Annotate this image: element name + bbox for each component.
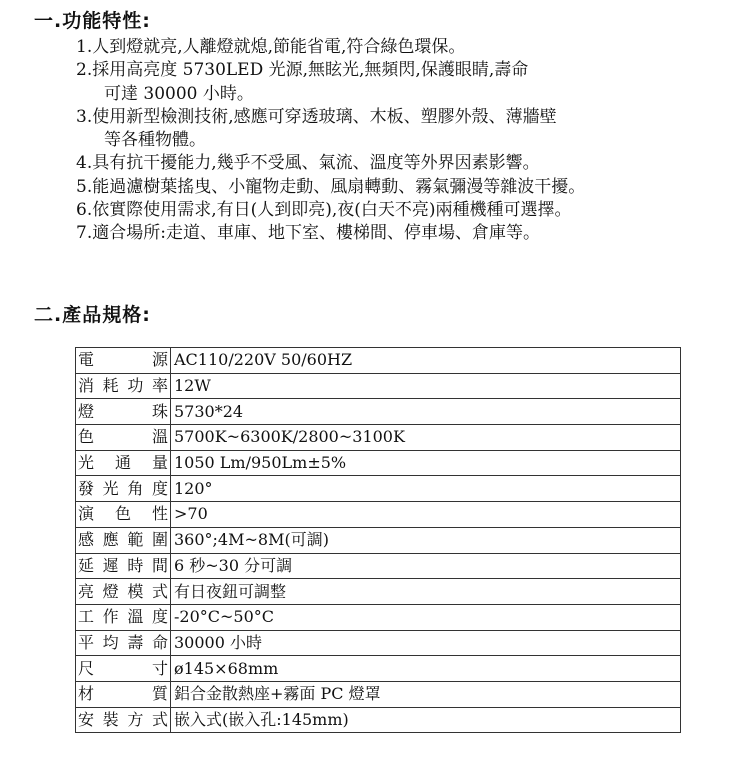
spec-value: 有日夜鈕可調整 [171,579,681,605]
feature-text: 6.依實際使用需求,有日(人到即亮),夜(白天不亮)兩種機種可選擇。 [76,200,572,221]
spec-label-text: 平 均 壽 命 [78,632,168,652]
spec-label-text: 安 裝 方 式 [78,709,168,729]
spec-label [76,399,171,425]
spec-value: >70 [171,502,681,528]
spec-value: 1050 Lm/950Lm±5% [171,450,681,476]
feature-item [76,59,731,106]
spec-value: 360°;4M~8M(可調) [171,527,681,553]
spec-label [76,527,171,553]
spec-label [76,425,171,451]
spec-row [76,450,681,476]
spec-label-text: 演 色 性 [78,504,168,524]
feature-text: 5.能過濾樹葉搖曳、小寵物走動、風扇轉動、霧氣彌漫等雜波干擾。 [76,176,586,197]
spec-value: ø145×68mm [171,656,681,682]
spec-value: 鋁合金散熱座+霧面 PC 燈罩 [171,681,681,707]
spec-label-text: 延 遲 時 間 [78,555,168,575]
spec-label-text: 材 質 [78,684,168,704]
feature-item [76,106,731,153]
spec-label-text: 感 應 範 圍 [78,530,168,550]
spec-row [76,579,681,605]
spec-label-text: 消 耗 功 率 [78,376,168,396]
feature-text: 3.使用新型檢測技術,感應可穿透玻璃、木板、塑膠外殼、薄牆壁 [76,106,557,127]
spec-row [76,425,681,451]
spec-label [76,630,171,656]
spec-label-text: 光 通 量 [78,453,168,473]
spec-row [76,630,681,656]
feature-text: 4.具有抗干擾能力,幾乎不受風、氣流、溫度等外界因素影響。 [76,153,540,174]
spec-value: -20°C~50°C [171,604,681,630]
feature-item [76,222,731,245]
feature-item [76,36,731,59]
spec-label-text: 發 光 角 度 [78,478,168,498]
spec-label-text: 燈 珠 [78,401,168,421]
spec-label [76,348,171,374]
feature-text-continuation: 等各種物體。 [104,130,206,151]
spec-label-text: 電 源 [78,350,168,370]
spec-value: 120° [171,476,681,502]
spec-row [76,399,681,425]
spec-row [76,502,681,528]
spec-value: 嵌入式(嵌入孔:145mm) [171,707,681,733]
feature-item [76,176,731,199]
spec-row [76,527,681,553]
feature-text: 7.適合場所:走道、車庫、地下室、樓梯間、停車場、倉庫等。 [76,223,540,244]
spec-label-text: 亮 燈 模 式 [78,581,168,601]
section-title-specs: 二.產品規格: [34,304,151,326]
spec-row [76,707,681,733]
spec-label [76,604,171,630]
feature-text: 1.人到燈就亮,人離燈就熄,節能省電,符合綠色環保。 [76,37,466,57]
feature-list [76,36,731,246]
spec-label [76,502,171,528]
spec-label [76,553,171,579]
spec-label [76,681,171,707]
spec-value: AC110/220V 50/60HZ [171,348,681,374]
spec-label [76,707,171,733]
feature-text: 2.採用高亮度 5730LED 光源,無眩光,無頻閃,保護眼睛,壽命 [76,60,529,81]
spec-value: 5700K~6300K/2800~3100K [171,425,681,451]
spec-label [76,656,171,682]
spec-value: 5730*24 [171,399,681,425]
spec-label-text: 色 溫 [78,427,168,447]
spec-row [76,373,681,399]
spec-label [76,476,171,502]
spec-value: 30000 小時 [171,630,681,656]
spec-value: 12W [171,373,681,399]
spec-value: 6 秒~30 分可調 [171,553,681,579]
spec-row [76,681,681,707]
spec-row [76,476,681,502]
spec-label-text: 尺 寸 [78,658,168,678]
spec-table [75,347,681,733]
spec-label-text: 工 作 溫 度 [78,607,168,627]
spec-row [76,348,681,374]
spec-row [76,604,681,630]
spec-row [76,656,681,682]
section-title-features: 一.功能特性: [34,10,151,32]
feature-item [76,152,731,175]
feature-item [76,199,731,222]
feature-text-continuation: 可達 30000 小時。 [104,83,254,104]
spec-row [76,553,681,579]
spec-label [76,579,171,605]
spec-label [76,373,171,399]
spec-label [76,450,171,476]
